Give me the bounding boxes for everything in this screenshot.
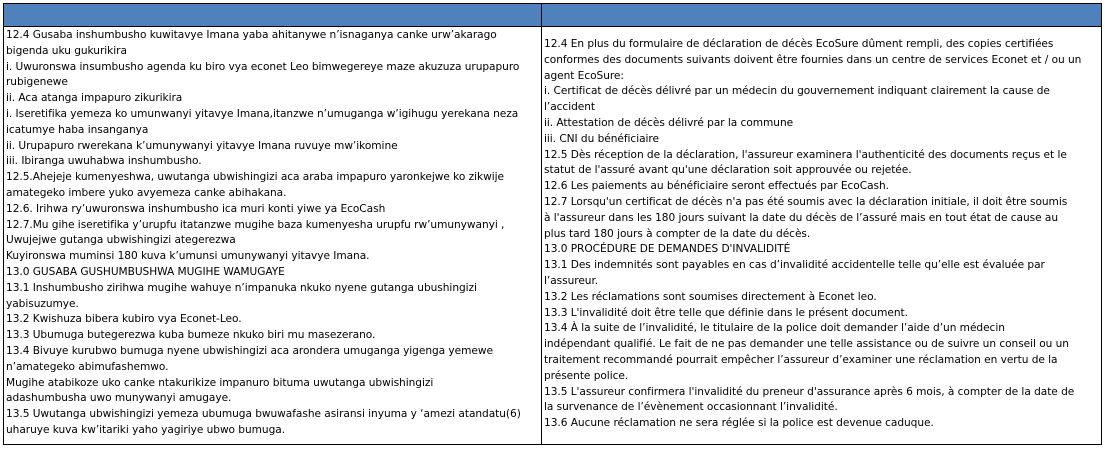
text-line: 13.3 Ubumuga butegerezwa kuba bumeze nkuko biri mu masezerano. xyxy=(6,329,376,342)
text-line: yabisuzumye. xyxy=(6,297,79,310)
text-line: indépendant qualifié. Le fait de ne pas demander une telle assistance ou de suivre un conseil ou un xyxy=(544,338,1069,351)
text-line: icatumye haba insanganya xyxy=(6,123,149,136)
text-line: uharuye kuva kw’itariki yaho yagiriye ubwo bumuga. xyxy=(6,423,286,436)
text-line: Mugihe atabikoze uko canke ntakurikize impanuro bituma uwutanga ubwishingizi xyxy=(6,376,434,389)
text-line: Kuyironswa muminsi 180 kuva k’umunsi umunywanyi yitavye Imana. xyxy=(6,250,370,263)
text-line: 13.0 PROCÉDURE DE DEMANDES D'INVALIDITÉ xyxy=(544,243,791,256)
text-line: 13.1 Inshumbusho zirihwa mugihe wahuye n’impanuka nkuko nyene gutanga ubushingizi xyxy=(6,281,477,294)
text-line: 13.5 Uwutanga ubwishingizi yemeza ubumuga bwuwafashe asiransi inyuma y ‘amezi atandatu(6) xyxy=(6,408,521,421)
text-line: iii. CNI du bénéficiaire xyxy=(544,132,659,145)
text-line: statut de l'assuré avant qu'une déclaration soit approuvée ou rejetée. xyxy=(544,164,912,177)
text-line: 12.5.Ahejeje kumenyeshwa, uwutanga ubwishingizi aca araba impapuro yaronkejwe ko zikwije xyxy=(6,171,504,184)
text-line: 12.7 Lorsqu'un certificat de décès n'a pas été soumis avec la déclaration initiale, il doit être soumis xyxy=(544,195,1068,208)
text-line: ii. Attestation de décès délivré par la commune xyxy=(544,116,794,129)
text-line: 12.6. Irihwa ry’uwuronswa inshumbusho ica muri konti yiwe ya EcoCash xyxy=(6,202,386,215)
french-text xyxy=(544,37,1099,432)
text-line: à l'assureur dans les 180 jours suivant la date du décès de l’assuré mais en tout état de cause au xyxy=(544,211,1058,224)
text-line: l’accident xyxy=(544,101,596,114)
text-line: 13.2 Kwishuza bibera kubiro vya Econet-Leo. xyxy=(6,313,242,326)
text-line: la survenance de l’évènement occasionnant l’invalidité. xyxy=(544,401,838,414)
text-line: ii. Urupapuro rwerekana k’umunywanyi yitavye Imana ruvuye mw’ikomine xyxy=(6,139,398,152)
text-line: conformes des documents suivants doivent être fournies dans un centre de services Econet et / ou un xyxy=(544,53,1082,66)
text-line: adashumbusha uwo munywanyi amugaye. xyxy=(6,392,232,405)
text-line: 13.3 L'invalidité doit être telle que définie dans le présent document. xyxy=(544,306,908,319)
text-line: Uwujejwe gutanga ubwishingizi ategerezwa xyxy=(6,234,236,247)
text-line: 12.7.Mu gihe iseretifika y’urupfu itatanzwe mugihe baza kumenyesha urupfu rw’umunywanyi , xyxy=(6,218,505,231)
text-line: présente police. xyxy=(544,369,629,382)
text-line: 13.4 Bivuye kurubwo bumuga nyene ubwishingizi aca arondera umuganga yigenga yemewe xyxy=(6,344,493,357)
text-line: i. Iseretifika yemeza ko umunwanyi yitavye Imana,itanzwe n’umuganga w’igihugu yerekana neza xyxy=(6,107,519,120)
text-line: ii. Aca atanga impapuro zikurikira xyxy=(6,92,183,105)
text-line: agent EcoSure: xyxy=(544,69,624,82)
text-line: n’amategeko abimufashemwo. xyxy=(6,360,169,373)
text-line: bigenda uku gukurikira xyxy=(6,44,127,57)
text-line: 13.5 L'assureur confirmera l'invalidité du preneur d'assurance après 6 mois, à compter de la date de xyxy=(544,385,1075,398)
text-line: 13.1 Des indemnités sont payables en cas d’invalidité accidentelle telle qu’elle est évaluée par xyxy=(544,259,1045,272)
text-line: rubigenewe xyxy=(6,76,68,89)
text-line: 12.4 Gusaba inshumbusho kuwitavye Imana yaba ahitanywe n’isnaganya canke urw’akarago xyxy=(6,29,497,41)
text-line: l’assureur. xyxy=(544,274,599,287)
bilingual-terms-table xyxy=(3,3,1102,445)
text-line: traitement recommandé pourrait empêcher l’assureur d’examiner une réclamation en vertu de la xyxy=(544,353,1058,366)
text-line: amategeko imbere yuko avyemeza canke abihakana. xyxy=(6,186,287,199)
text-line: iii. Ibiranga uwuhabwa inshumbusho. xyxy=(6,155,202,168)
text-line: 13.2 Les réclamations sont soumises directement à Econet leo. xyxy=(544,290,877,303)
text-line: i. Certificat de décès délivré par un médecin du gouvernement indiquant clairement la cause de xyxy=(544,85,1050,98)
text-line: 12.6 Les paiements au bénéficiaire seront effectués par EcoCash. xyxy=(544,180,889,193)
text-line: 12.5 Dès réception de la déclaration, l'assureur examinera l'authenticité des documents reçus et le xyxy=(544,148,1067,161)
text-line: 12.4 En plus du formulaire de déclaration de décès EcoSure dûment rempli, des copies certifiées xyxy=(544,38,1054,50)
french-column xyxy=(542,4,1101,444)
text-line: 13.0 GUSABA GUSHUMBUSHWA MUGIHE WAMUGAYE xyxy=(6,265,285,278)
text-line: i. Uwuronswa insumbusho agenda ku biro vya econet Leo bimwegereye maze akuzuza urupapuro xyxy=(6,60,520,73)
kirundi-column-header xyxy=(4,4,541,27)
text-line: 13.6 Aucune réclamation ne sera réglée si la police est devenue caduque. xyxy=(544,417,934,430)
text-line: 13.4 À la suite de l’invalidité, le titulaire de la police doit demander l’aide d’un médecin xyxy=(544,322,1005,335)
kirundi-column xyxy=(4,4,542,444)
text-line: plus tard 180 jours à compter de la date du décès. xyxy=(544,227,811,240)
french-column-header xyxy=(542,4,1101,27)
kirundi-text xyxy=(6,28,539,439)
